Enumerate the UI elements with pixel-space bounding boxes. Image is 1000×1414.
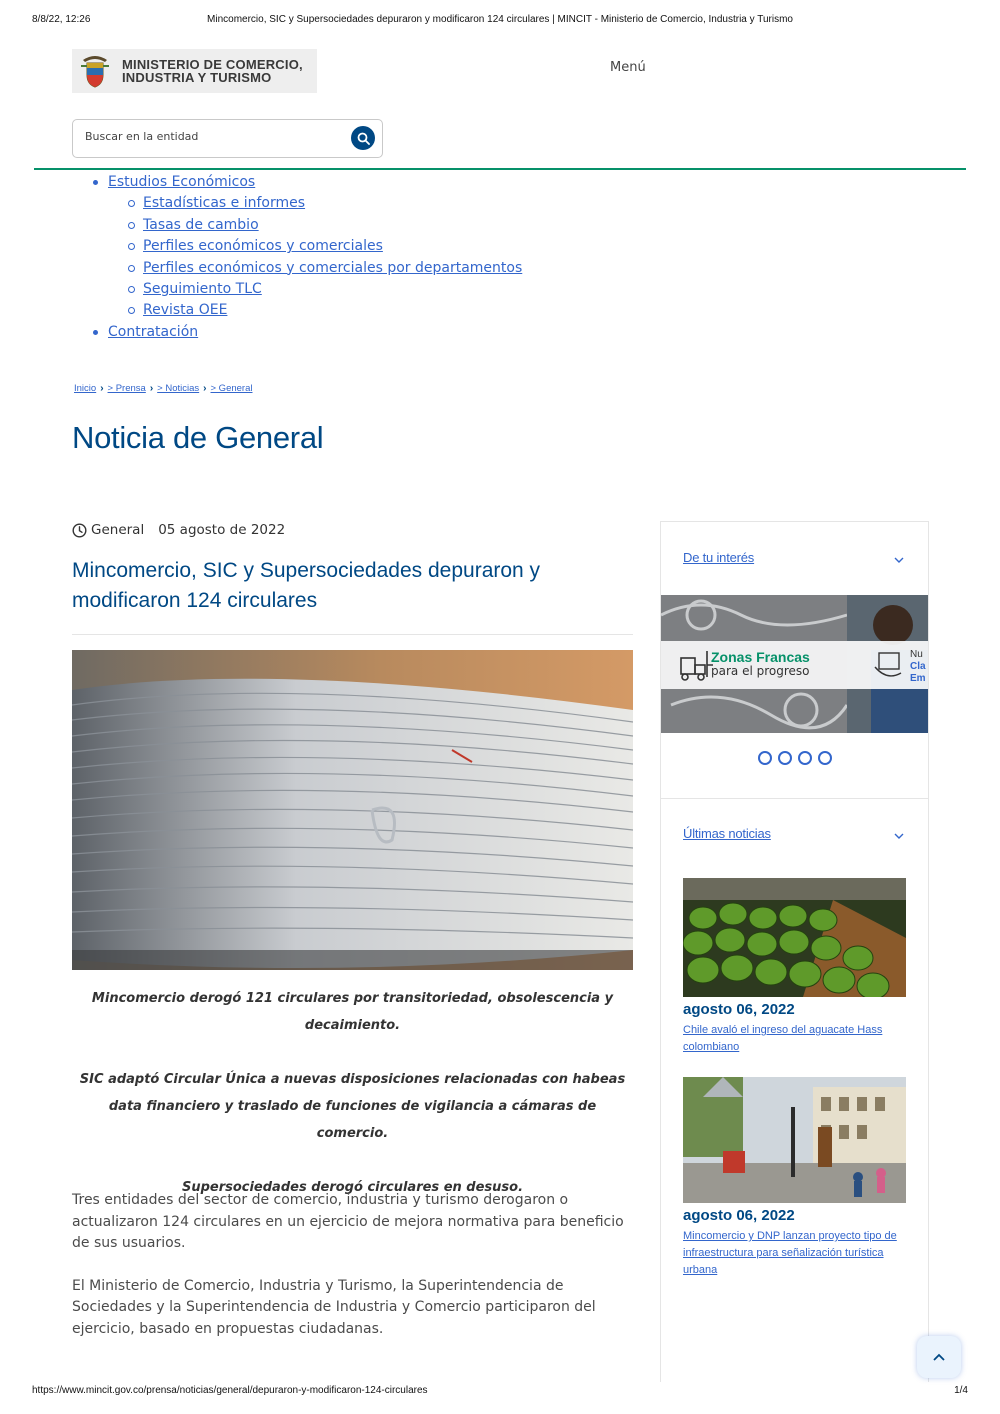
menu-link[interactable]: Contratación: [108, 323, 199, 340]
banner-slide2-line2: Cla: [910, 661, 926, 672]
news-date: agosto 06, 2022: [683, 1001, 795, 1018]
print-datetime: 8/8/22, 12:26: [32, 14, 91, 25]
menu-link[interactable]: Estudios Económicos: [108, 174, 256, 190]
carousel-dot[interactable]: [778, 751, 792, 765]
menu-item-revista-oee[interactable]: [72, 300, 522, 321]
news-image-avocados[interactable]: [683, 878, 906, 997]
carousel-dot[interactable]: [798, 751, 812, 765]
news-image-street[interactable]: [683, 1077, 906, 1203]
banner-slide1-line2: para el progreso: [711, 664, 810, 678]
sidebar-divider: [661, 798, 928, 799]
menu-button[interactable]: Menú: [610, 60, 646, 75]
logo-line-1: MINISTERIO DE COMERCIO,: [122, 57, 303, 72]
menu-link[interactable]: Perfiles económicos y comerciales: [143, 238, 383, 255]
article-body: [72, 1190, 633, 1361]
logo-line-2: INDUSTRIA Y TURISMO: [122, 70, 272, 85]
article-paragraph: El Ministerio de Comercio, Industria y Turismo, la Superintendencia de Sociedades y la Superintendencia de Industria y Comercio participaron del ejercicio, basado en propuestas ciudadanas.: [72, 1277, 596, 1337]
news-link[interactable]: Chile avaló el ingreso del aguacate Hass colombiano: [683, 1024, 883, 1053]
menu-link[interactable]: Revista OEE: [143, 302, 228, 319]
avocado-photo: [683, 878, 906, 997]
carousel-dot[interactable]: [818, 751, 832, 765]
chevron-up-icon: [933, 1353, 945, 1361]
article-image-folders: [72, 650, 633, 970]
breadcrumb-separator: ›: [203, 383, 207, 394]
nav-menu: [72, 172, 522, 343]
clock-icon: [72, 523, 87, 538]
print-url: https://www.mincit.gov.co/prensa/noticias/general/depuraron-y-modificaron-124-circulares: [32, 1385, 428, 1396]
print-page-number: 1/4: [954, 1385, 968, 1396]
menu-link[interactable]: Tasas de cambio: [143, 216, 259, 233]
menu-link[interactable]: Estadísticas e informes: [143, 195, 306, 212]
breadcrumb-general[interactable]: > General: [210, 383, 253, 394]
coat-of-arms-icon: [80, 54, 110, 88]
article-title: Mincomercio, SIC y Supersociedades depuraron y modificaron 124 circulares: [72, 559, 541, 612]
banner-slide2-line3: Em: [910, 673, 926, 684]
breadcrumb-noticias[interactable]: > Noticias: [157, 383, 200, 394]
article-category: General: [91, 522, 145, 538]
chevron-down-icon[interactable]: [894, 833, 904, 839]
breadcrumb-separator: ›: [149, 383, 154, 394]
highlight-2: SIC adaptó Circular Única a nuevas disposiciones relacionadas con habeas data financiero y traslado de funciones de vigilancia a cámaras de comercio.: [79, 1072, 626, 1141]
title-divider: [72, 634, 633, 635]
folders-illustration: [72, 650, 633, 970]
carousel-dot[interactable]: [758, 751, 772, 765]
menu-item-seguimiento-tlc[interactable]: [72, 279, 522, 300]
search-button[interactable]: [351, 126, 375, 150]
banner-slide2-line1: Nu: [910, 649, 923, 660]
header-divider: [34, 168, 966, 170]
search-icon: [357, 132, 370, 145]
article-paragraph: Tres entidades del sector de comercio, industria y turismo derogaron o actualizaron 124 circulares en un ejercicio de mejora normativa para beneficio de sus usuarios.: [72, 1192, 624, 1251]
street-photo: [683, 1077, 906, 1203]
search-box: [72, 119, 383, 158]
ministry-logo[interactable]: [72, 49, 317, 93]
interest-heading[interactable]: De tu interés: [683, 550, 755, 565]
highlight-1: Mincomercio derogó 121 circulares por transitoriedad, obsolescencia y decaimiento.: [91, 991, 614, 1033]
menu-item-estudios-economicos[interactable]: [72, 172, 522, 193]
highlight-3: Supersociedades derogó circulares en desuso.: [181, 1180, 524, 1195]
latest-news-heading[interactable]: Últimas noticias: [683, 826, 771, 841]
back-to-top-button[interactable]: [917, 1336, 961, 1378]
breadcrumb: [74, 383, 253, 394]
menu-item-perfiles[interactable]: [72, 236, 522, 257]
menu-link[interactable]: Seguimiento TLC: [143, 281, 262, 298]
print-doc-title: Mincomercio, SIC y Supersociedades depuraron y modificaron 124 circulares | MINCIT - Ministerio de Comercio, Industria y Turismo: [207, 14, 793, 25]
interest-carousel[interactable]: [661, 595, 928, 733]
menu-item-contratacion[interactable]: [72, 322, 522, 343]
menu-item-tasas-cambio[interactable]: [72, 215, 522, 236]
article-date: 05 agosto de 2022: [158, 522, 286, 538]
news-date: agosto 06, 2022: [683, 1207, 795, 1224]
page-title: Noticia de General: [72, 420, 324, 455]
breadcrumb-separator: ›: [100, 383, 104, 394]
menu-link[interactable]: Perfiles económicos y comerciales por departamentos: [143, 259, 523, 276]
banner-slide1-line1: Zonas Francas: [711, 649, 810, 665]
breadcrumb-prensa[interactable]: > Prensa: [107, 383, 146, 394]
carousel-dots: [758, 751, 832, 765]
carousel-slides: [661, 595, 928, 733]
search-input[interactable]: [83, 129, 337, 144]
menu-item-perfiles-departamentos[interactable]: [72, 258, 522, 279]
menu-item-estadisticas[interactable]: [72, 193, 522, 214]
sidebar: [660, 521, 929, 1382]
article-meta: [72, 522, 285, 538]
breadcrumb-inicio[interactable]: Inicio: [74, 383, 97, 394]
chevron-down-icon[interactable]: [894, 557, 904, 563]
news-link[interactable]: Mincomercio y DNP lanzan proyecto tipo de infraestructura para señalización turística urbana: [683, 1230, 897, 1276]
